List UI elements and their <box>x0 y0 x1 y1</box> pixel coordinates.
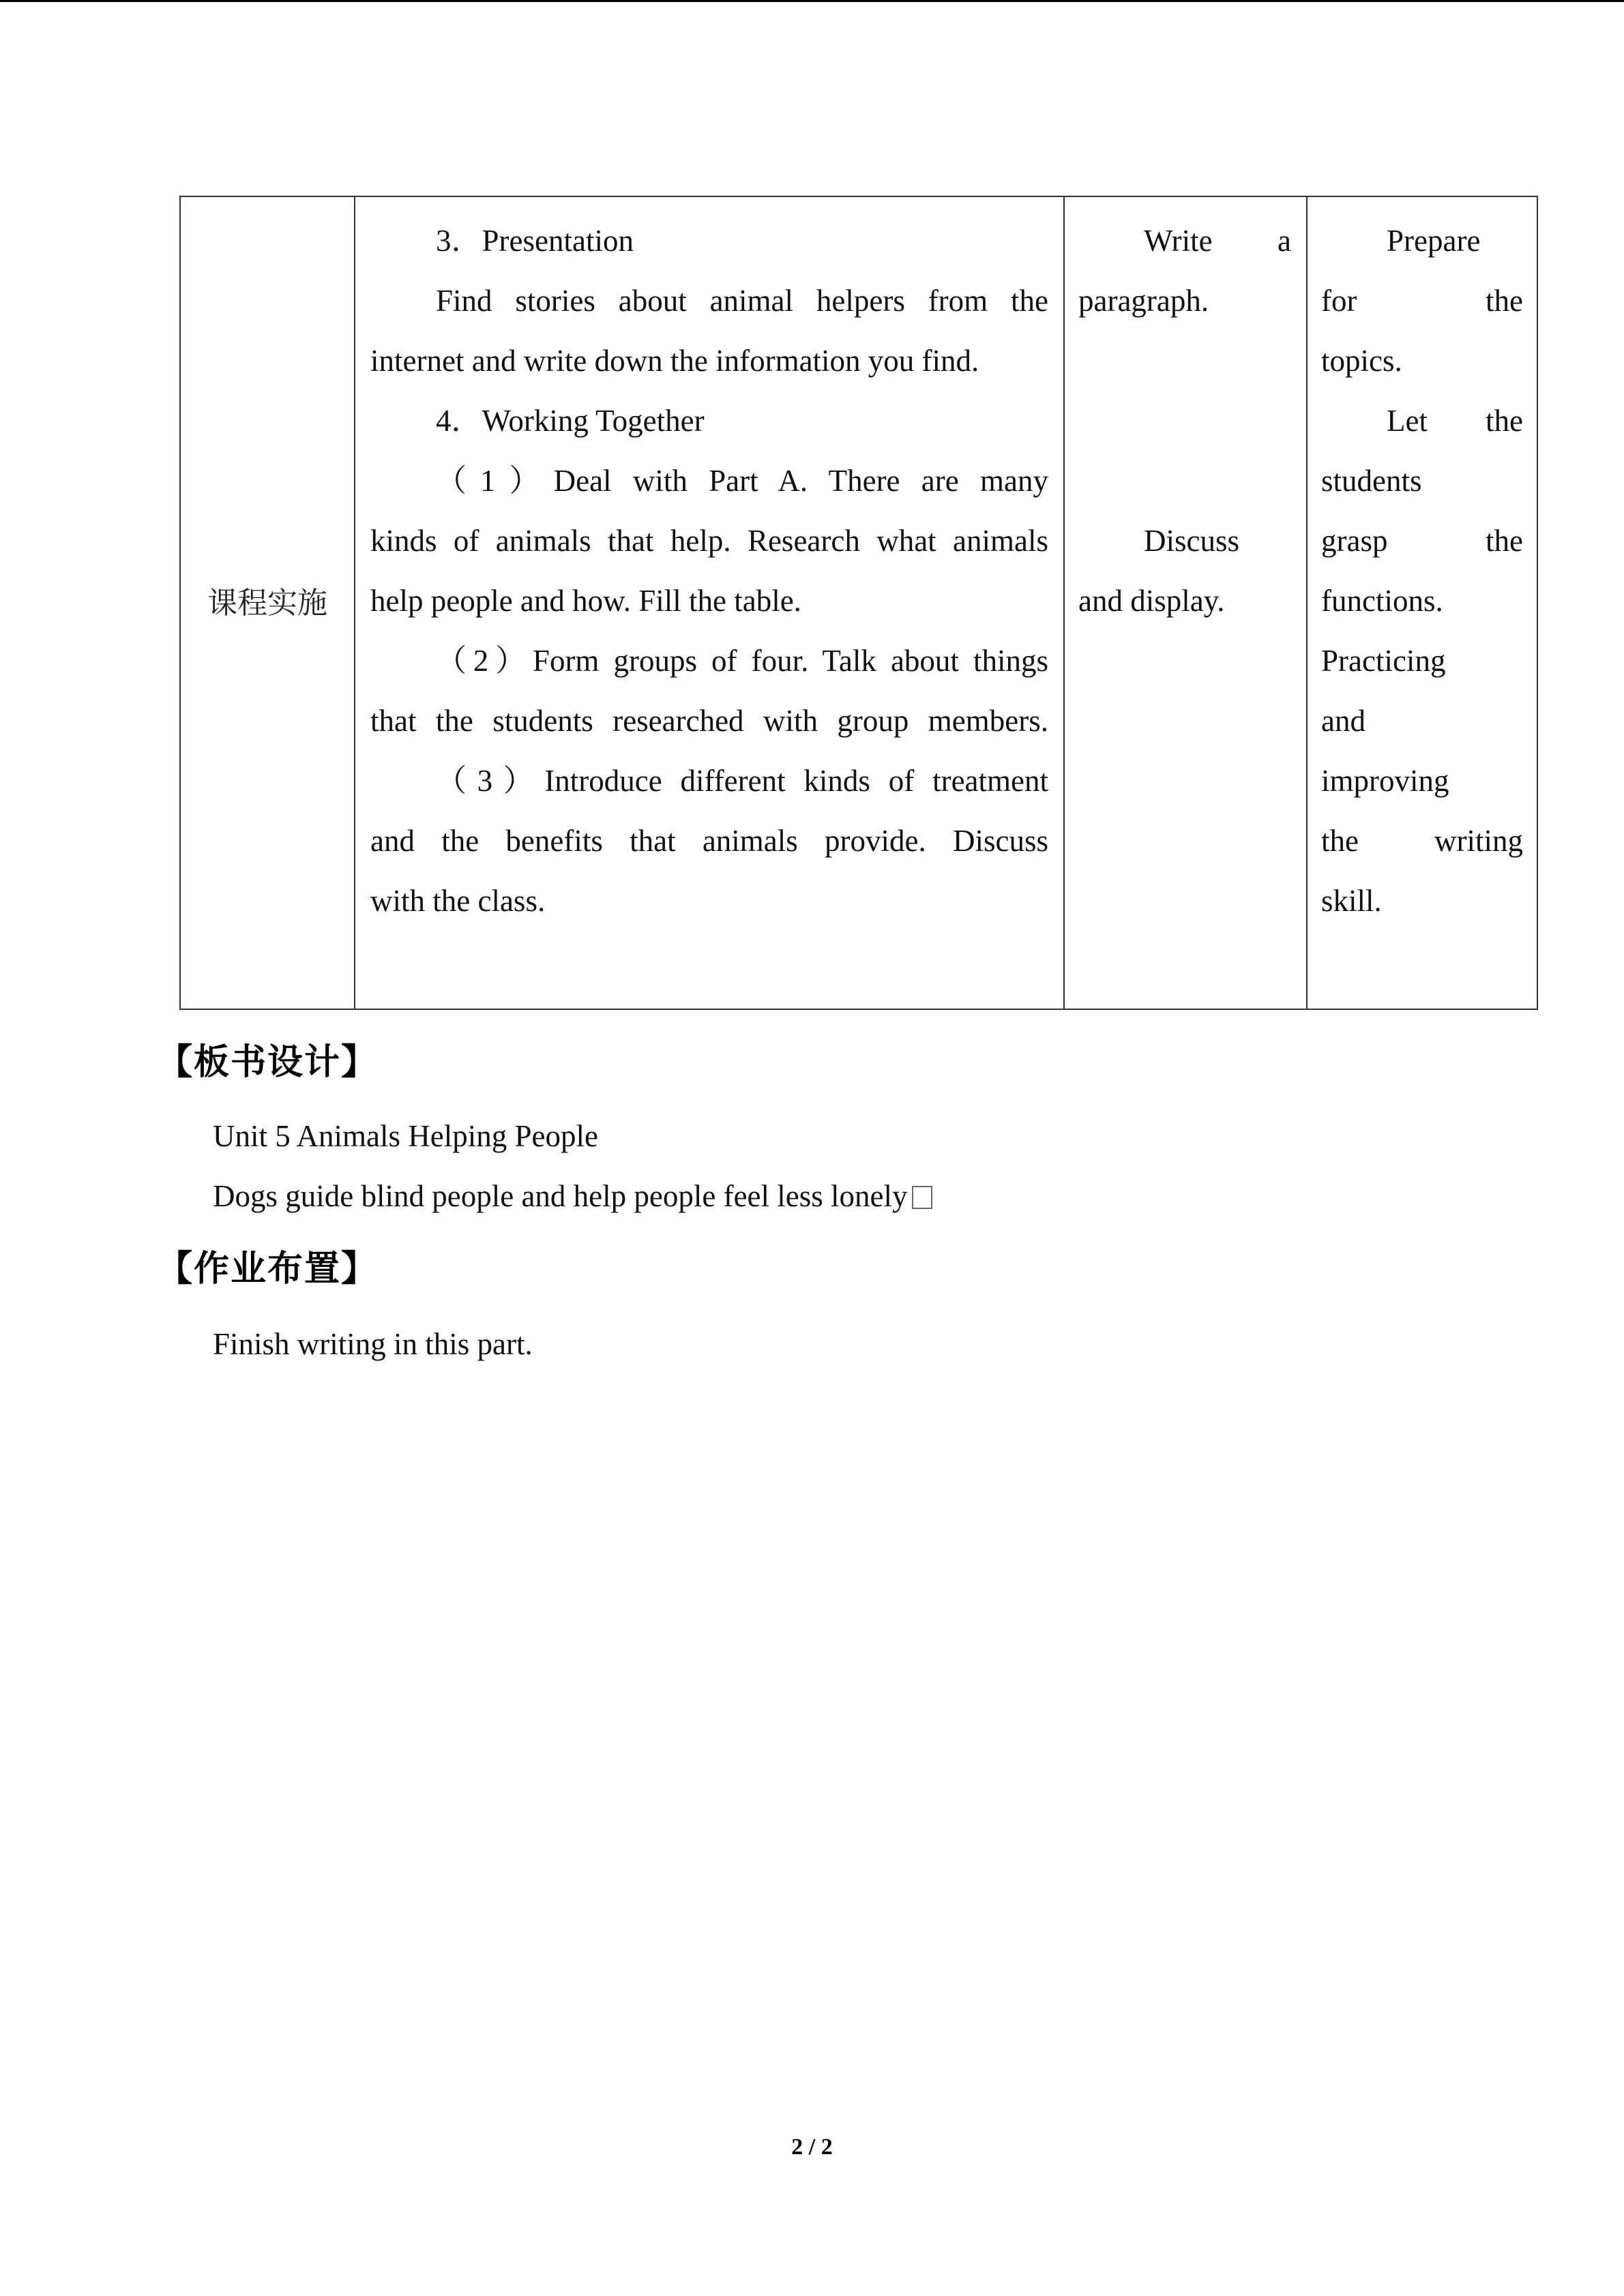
top-rule <box>0 0 1624 2</box>
homework-heading: 【作业布置】 <box>157 1249 379 1289</box>
item2-line-2: that the students researched with group members. <box>370 704 1048 738</box>
purpose-prepare-3: topics. <box>1321 344 1402 378</box>
purpose-practice-3: improving <box>1321 764 1449 798</box>
stage-cell <box>180 196 355 1009</box>
purpose-prepare-2: for the <box>1321 284 1523 318</box>
presentation-text-1: Find stories about animal helpers from the <box>436 284 1048 318</box>
purpose-practice-1: Practicing <box>1321 644 1446 678</box>
board-design-heading: 【板书设计】 <box>157 1042 379 1083</box>
item1-line-3: help people and how. Fill the table. <box>370 584 801 618</box>
content-cell <box>355 196 1064 1009</box>
activity-write-2: paragraph. <box>1078 284 1209 318</box>
board-design-line-2: Dogs guide blind people and help people feel less lonely <box>213 1179 908 1213</box>
purpose-prepare-1: Prepare <box>1387 224 1481 258</box>
purpose-let-4: functions. <box>1321 584 1443 618</box>
page-number: 2 / 2 <box>791 2134 833 2160</box>
board-design-line-2-wrap <box>213 1178 932 1214</box>
table-row <box>180 196 1537 1009</box>
activity-discuss-1: Discuss <box>1144 524 1240 558</box>
stage-label: 课程实施 <box>207 585 327 621</box>
purpose-let-1: Let the <box>1387 404 1523 438</box>
item1-line-2: kinds of animals that help. Research what animals <box>370 524 1048 558</box>
homework-text: Finish writing in this part. <box>213 1327 533 1361</box>
purpose-practice-5: skill. <box>1321 884 1382 918</box>
item2-line-1: （2）Form groups of four. Talk about things <box>436 644 1048 678</box>
purpose-practice-4: the writing <box>1321 824 1523 858</box>
activity-write-1: Write a <box>1144 224 1291 258</box>
activity-cell <box>1064 196 1307 1009</box>
purpose-practice-2: and <box>1321 704 1365 738</box>
lesson-table <box>179 196 1538 1010</box>
purpose-let-3: grasp the <box>1321 524 1523 558</box>
box-icon <box>912 1186 932 1209</box>
item3-line-3: with the class. <box>370 884 546 918</box>
item3-line-2: and the benefits that animals provide. Discuss <box>370 824 1048 858</box>
item1-line-1: （1）Deal with Part A. There are many <box>436 464 1048 498</box>
activity-spacer <box>1078 391 1291 451</box>
presentation-text-2: internet and write down the information you find. <box>370 344 979 378</box>
item3-line-1: （3）Introduce different kinds of treatment <box>436 764 1048 798</box>
purpose-let-2: students <box>1321 464 1422 498</box>
purpose-cell <box>1307 196 1537 1009</box>
activity-spacer <box>1078 331 1291 391</box>
activity-discuss-2: and display. <box>1078 584 1225 618</box>
board-design-line-1: Unit 5 Animals Helping People <box>213 1119 598 1153</box>
activity-spacer <box>1078 451 1291 511</box>
working-title: 4．Working Together <box>436 404 705 438</box>
presentation-title: 3．Presentation <box>436 224 634 258</box>
